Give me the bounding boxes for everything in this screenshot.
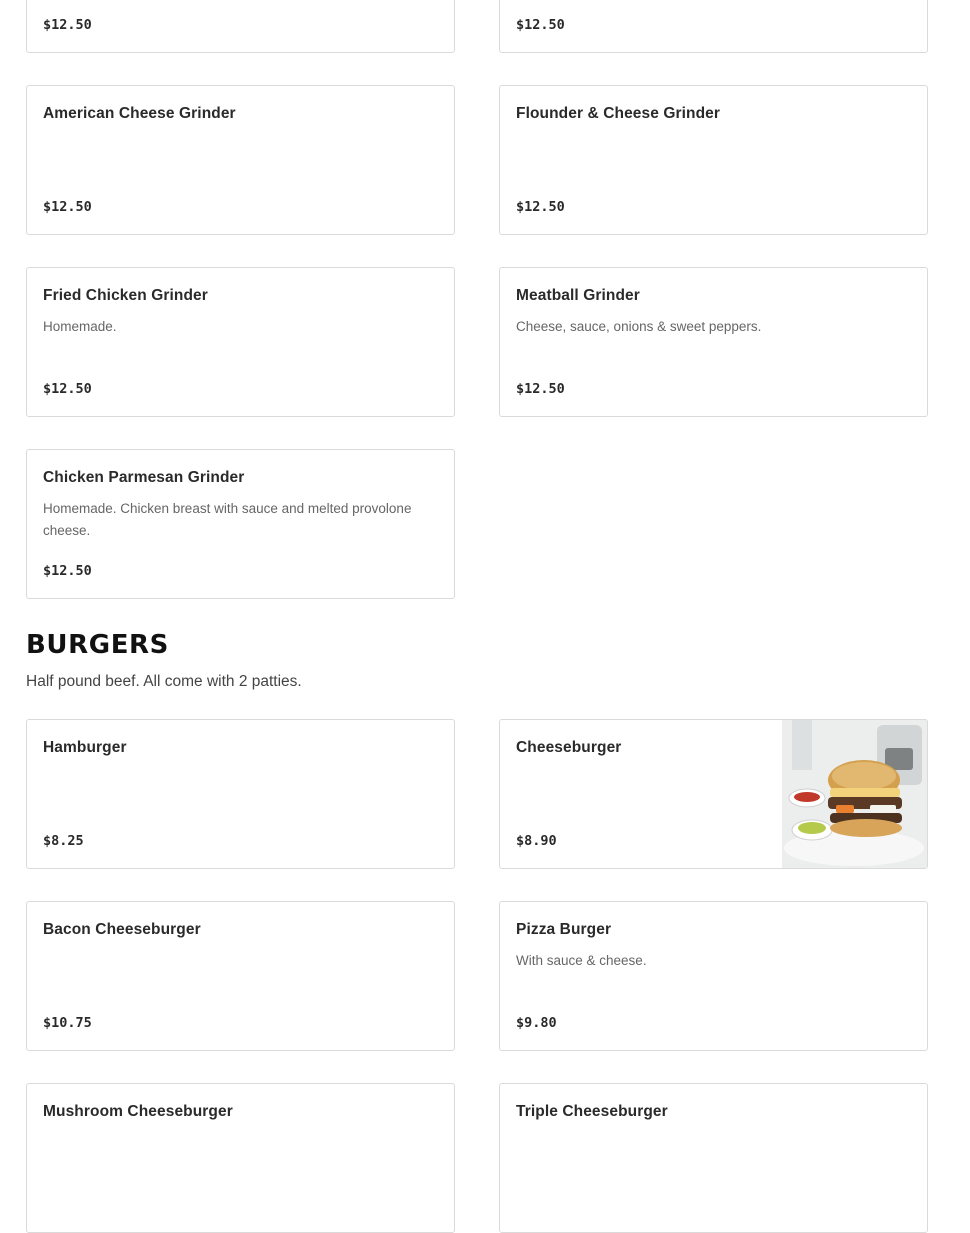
item-name: Hamburger [43, 739, 127, 756]
menu-item-card[interactable] [499, 1083, 928, 1233]
item-price: $8.25 [43, 833, 84, 849]
item-name: Fried Chicken Grinder [43, 287, 208, 304]
item-price: $12.50 [516, 381, 565, 397]
item-name: Bacon Cheeseburger [43, 921, 201, 938]
menu-item-card[interactable] [26, 85, 455, 235]
menu-item-card[interactable] [26, 449, 455, 599]
grinder-items-grid [26, 0, 928, 599]
item-description: Homemade. [43, 319, 117, 334]
item-price: $12.50 [43, 199, 92, 215]
item-price: $12.50 [43, 17, 92, 33]
item-name: Meatball Grinder [516, 287, 640, 304]
menu-item-card[interactable] [26, 1083, 455, 1233]
section-title: BURGERS [26, 630, 169, 660]
burger-illustration [782, 720, 927, 868]
menu-item-card[interactable] [26, 719, 455, 869]
item-description: Cheese, sauce, onions & sweet peppers. [516, 319, 762, 334]
menu-item-card[interactable] [26, 901, 455, 1051]
item-name: American Cheese Grinder [43, 105, 236, 122]
section-description: Half pound beef. All come with 2 patties. [26, 673, 302, 690]
item-name: Pizza Burger [516, 921, 612, 938]
cheeseburger-photo [782, 720, 927, 868]
item-name: Triple Cheeseburger [516, 1103, 668, 1120]
item-name: Mushroom Cheeseburger [43, 1103, 233, 1120]
menu-item-card[interactable] [499, 85, 928, 235]
item-price: $12.50 [516, 17, 565, 33]
item-name: Flounder & Cheese Grinder [516, 105, 721, 122]
item-description: With sauce & cheese. [516, 953, 647, 968]
menu-item-card[interactable] [499, 0, 928, 53]
menu-item-card[interactable] [499, 719, 928, 869]
item-price: $9.80 [516, 1015, 557, 1031]
menu-item-card[interactable] [499, 901, 928, 1051]
item-name: Cheeseburger [516, 739, 622, 756]
menu-item-card[interactable] [499, 267, 928, 417]
item-price: $8.90 [516, 833, 557, 849]
menu-item-card[interactable] [26, 267, 455, 417]
menu-item-card[interactable] [26, 0, 455, 53]
item-price: $12.50 [516, 199, 565, 215]
item-price: $12.50 [43, 381, 92, 397]
item-price: $12.50 [43, 563, 92, 579]
item-price: $10.75 [43, 1015, 92, 1031]
item-name: Chicken Parmesan Grinder [43, 469, 245, 486]
burger-items-grid [26, 719, 928, 1233]
item-description: Homemade. Chicken breast with sauce and melted provolone cheese. [43, 501, 412, 538]
